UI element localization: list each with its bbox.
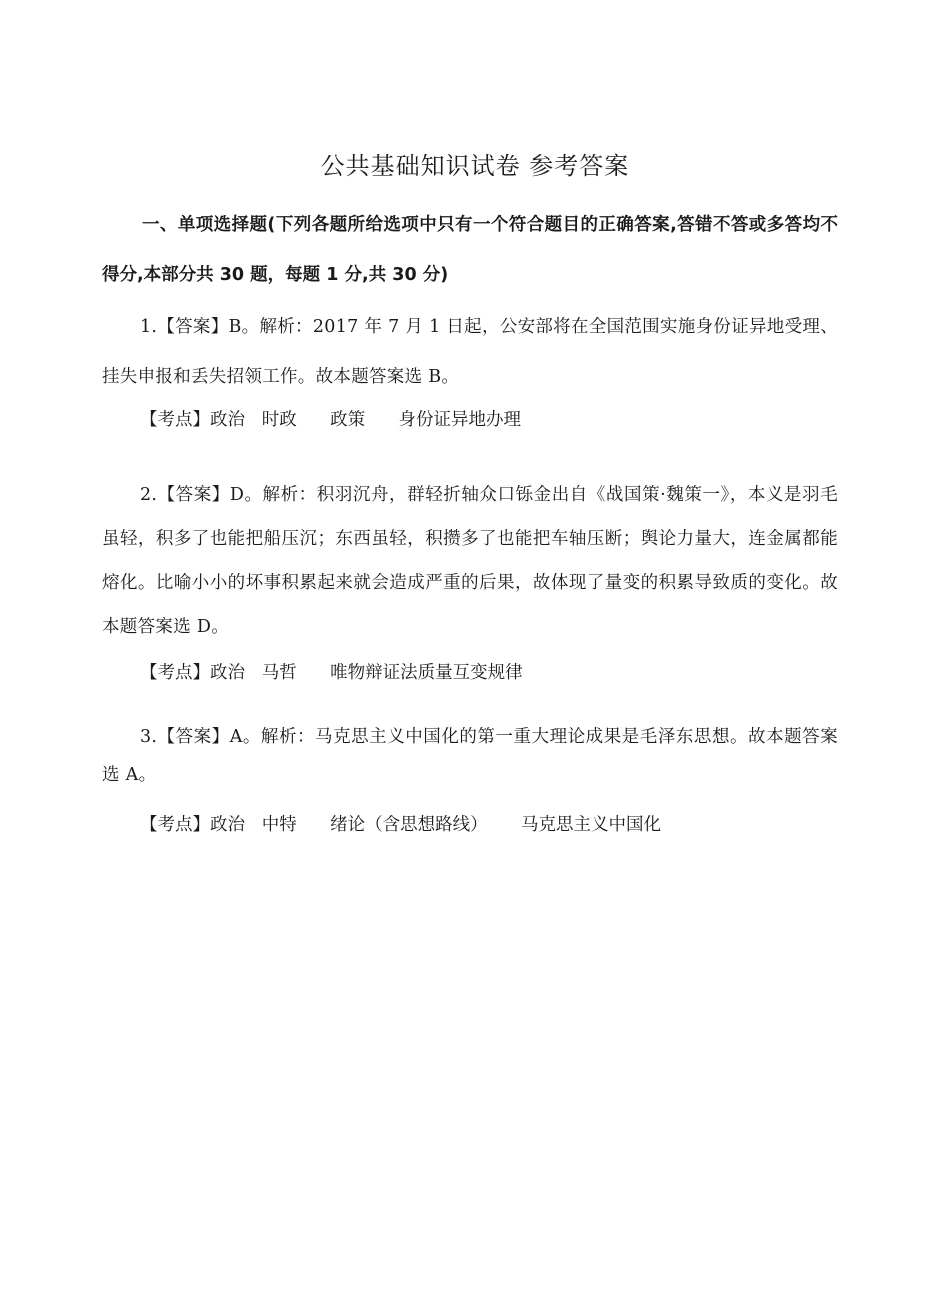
question-1-answer: 1.【答案】B。解析：2017 年 7 月 1 日起，公安部将在全国范围实施身份证异地受理、挂失申报和丢失招领工作。故本题答案选 B。 [102,317,838,387]
question-2-kaodian: 【考点】政治 马哲 唯物辩证法质量互变规律 [140,663,523,683]
section-heading: 一、单项选择题(下列各题所给选项中只有一个符合题目的正确答案,答错不答或多答均不得分,本部分共 30 题，每题 1 分,共 30 分) [102,215,838,285]
question-3-kaodian: 【考点】政治 中特 绪论（含思想路线） 马克思主义中国化 [140,815,661,835]
question-2-answer: 2.【答案】D。解析：积羽沉舟，群轻折轴众口铄金出自《战国策·魏策一》，本义是羽毛虽轻，积多了也能把船压沉；东西虽轻，积攒多了也能把车轴压断；舆论力量大，连金属都能熔化。比喻小小的坏事积累起来就会造成严重的后果，故体现了量变的积累导致质的变化。故本题答案选 D。 [102,485,838,637]
question-1-kaodian: 【考点】政治 时政 政策 身份证异地办理 [140,410,521,430]
question-3-answer: 3.【答案】A。解析：马克思主义中国化的第一重大理论成果是毛泽东思想。故本题答案选 A。 [102,727,838,785]
document-title: 公共基础知识试卷 参考答案 [320,152,630,180]
